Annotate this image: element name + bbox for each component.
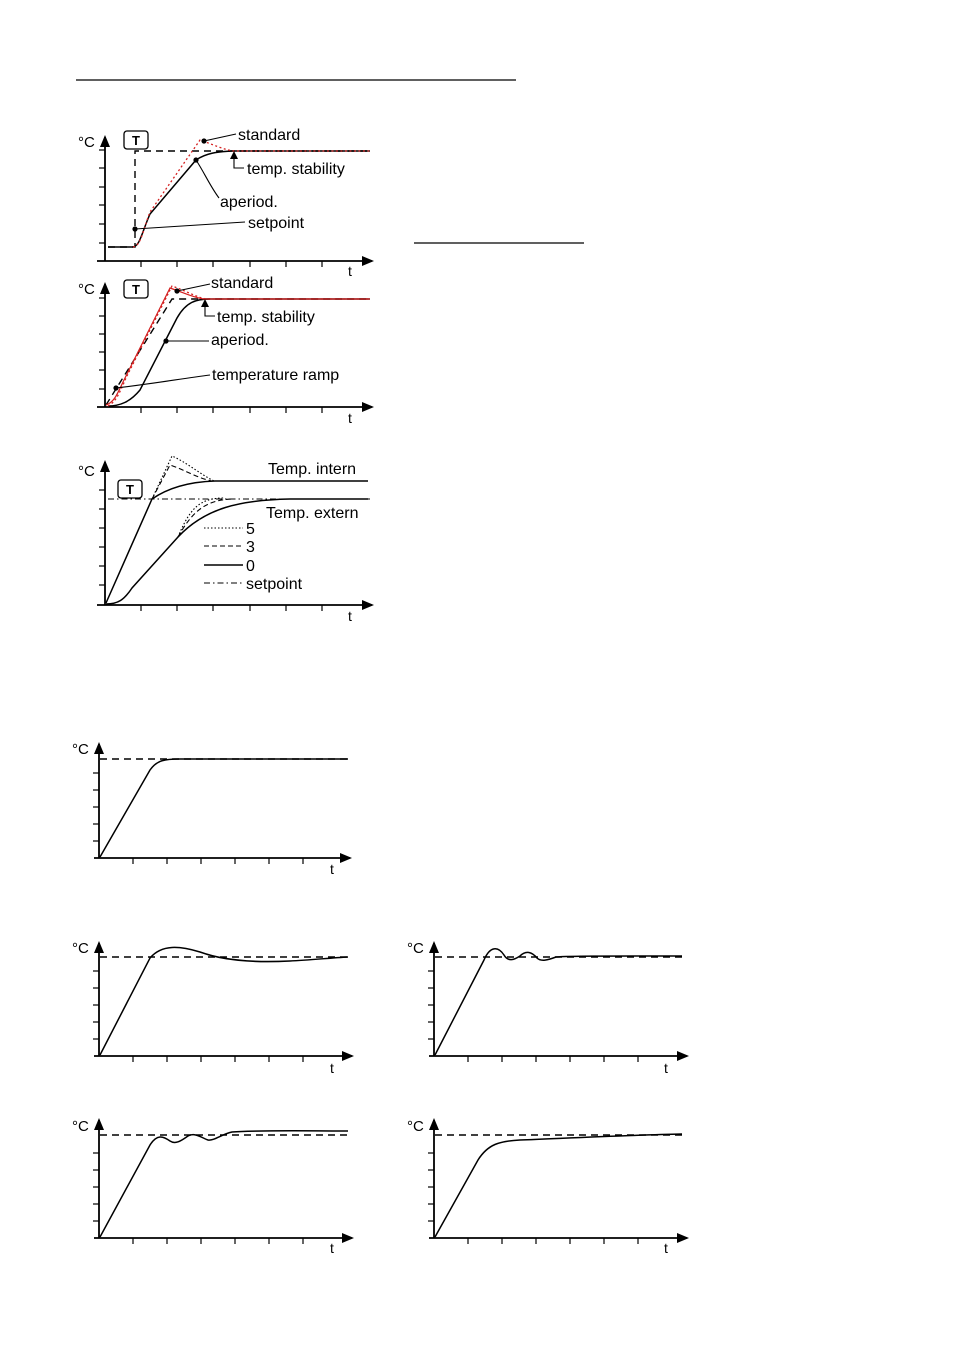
- leader-stability: [205, 303, 215, 316]
- response-curve: [100, 947, 348, 1055]
- response-curve: [100, 1131, 348, 1237]
- y-unit-label: °C: [78, 463, 95, 480]
- x-time-label: t: [330, 1240, 334, 1256]
- x-time-label: t: [330, 1060, 334, 1076]
- y-unit-label: °C: [72, 741, 89, 758]
- response-curve: [100, 759, 348, 857]
- figure-intern-extern: [78, 456, 372, 624]
- y-unit-label: °C: [72, 1118, 89, 1135]
- plot-offset: [72, 1118, 352, 1256]
- x-time-label: t: [664, 1060, 668, 1076]
- intern-curve-5: [152, 456, 214, 499]
- label-temp-stability: temp. stability: [247, 161, 345, 178]
- leader-stability: [234, 155, 244, 168]
- t-button: [124, 280, 148, 298]
- legend: [204, 521, 303, 593]
- response-curve: [435, 949, 682, 1055]
- label-temp-intern: Temp. intern: [268, 461, 357, 478]
- t-button: [124, 131, 148, 149]
- plot-oscillation: [407, 940, 687, 1076]
- x-time-label: t: [348, 410, 352, 426]
- y-unit-label: °C: [78, 281, 95, 298]
- label-temp-extern: Temp. extern: [266, 505, 359, 522]
- label-standard: standard: [238, 127, 301, 144]
- svg-text:T: T: [132, 133, 140, 148]
- leader-aperiod: [196, 160, 219, 198]
- figure-setpoint-step: [78, 127, 372, 279]
- legend-label-0: 0: [246, 558, 255, 575]
- x-time-label: t: [330, 861, 334, 877]
- x-time-label: t: [348, 263, 352, 279]
- y-unit-label: °C: [407, 1118, 424, 1135]
- extern-curve-3: [178, 499, 232, 537]
- label-temp-stability: temp. stability: [217, 309, 315, 326]
- response-curve: [435, 1134, 682, 1237]
- label-temperature-ramp: temperature ramp: [212, 367, 340, 384]
- svg-text:T: T: [132, 282, 140, 297]
- svg-text:T: T: [126, 482, 134, 497]
- label-aperiod: aperiod.: [211, 332, 269, 349]
- legend-label-setpoint: setpoint: [246, 576, 303, 593]
- y-unit-label: °C: [72, 940, 89, 957]
- x-time-label: t: [664, 1240, 668, 1256]
- plot-overshoot: [72, 940, 352, 1076]
- label-aperiod: aperiod.: [220, 194, 278, 211]
- leader-setpoint: [135, 222, 245, 229]
- y-unit-label: °C: [407, 940, 424, 957]
- x-time-label: t: [348, 608, 352, 624]
- y-unit-label: °C: [78, 134, 95, 151]
- leader-standard: [177, 284, 210, 291]
- figure-temperature-ramp: [78, 275, 372, 426]
- plot-optimal: [72, 741, 350, 877]
- legend-label-5: 5: [246, 521, 255, 538]
- leader-ramp: [116, 375, 210, 388]
- leader-standard: [204, 134, 236, 141]
- t-button: [118, 480, 142, 498]
- label-standard: standard: [211, 275, 274, 292]
- legend-label-3: 3: [246, 539, 255, 556]
- label-setpoint: setpoint: [248, 215, 305, 232]
- plot-slow-approach: [407, 1118, 687, 1256]
